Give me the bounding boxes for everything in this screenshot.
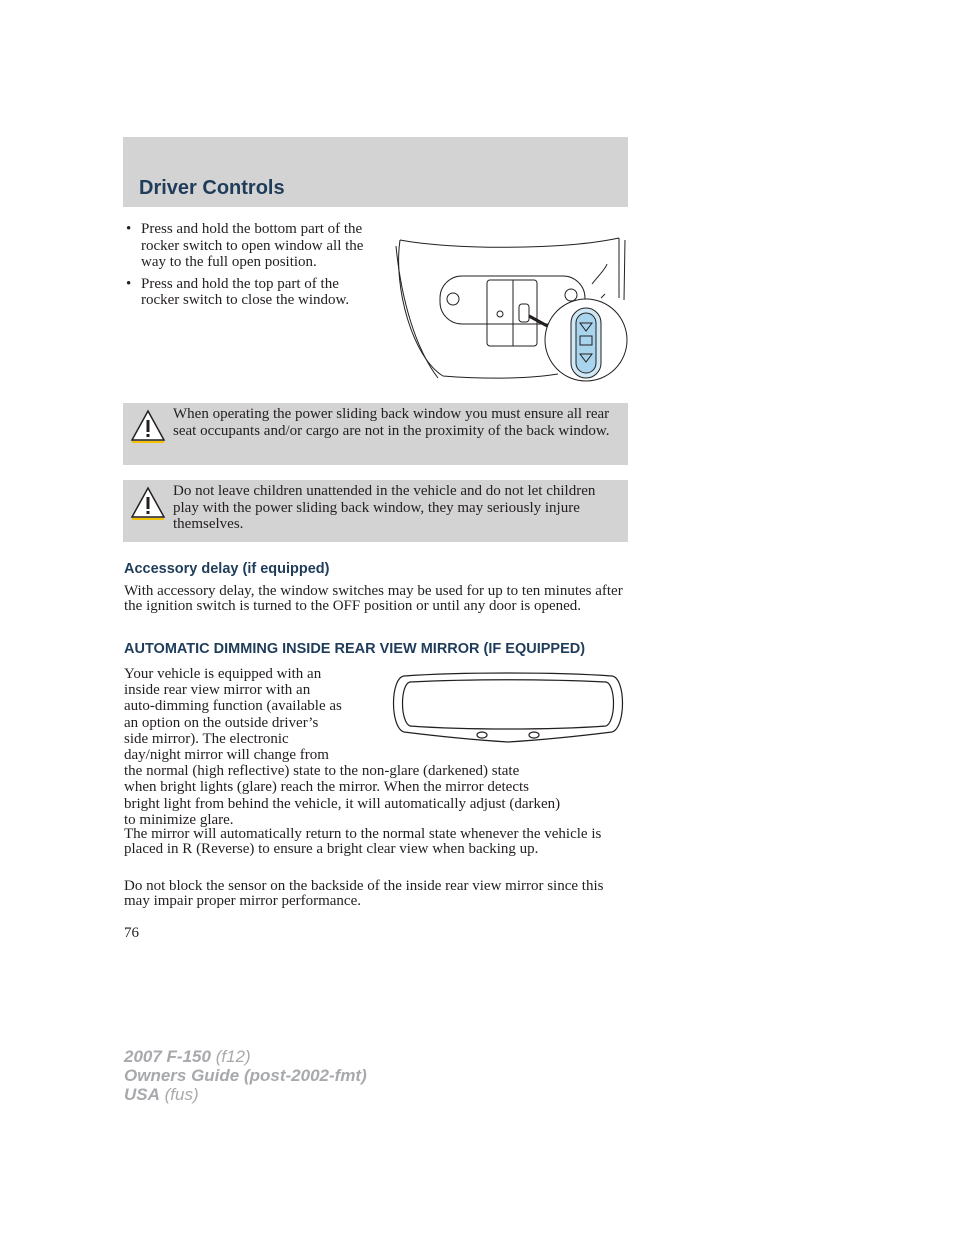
text-line: side mirror). The electronic (124, 730, 289, 747)
text-line: when bright lights (glare) reach the mirror. When the mirror detects (124, 779, 529, 796)
text-line: an option on the outside driver’s (124, 714, 319, 731)
rear-view-mirror-illustration (390, 672, 626, 744)
warning-text: Do not leave children unattended in the vehicle and do not let children play with the power sliding back window, they may seriously injure themselves. (173, 483, 596, 532)
text-line: Your vehicle is equipped with an (124, 666, 322, 682)
text-line: auto-dimming function (available as (124, 698, 342, 715)
mirror-sensor-text: Do not block the sensor on the backside of the inside rear view mirror since this may impair proper mirror performance. (124, 878, 604, 910)
text-line: inside rear view mirror with an (124, 682, 311, 699)
rear-window-switch-illustration (393, 228, 631, 386)
page-title: Driver Controls (139, 177, 285, 199)
page-number: 76 (124, 925, 139, 941)
accessory-delay-text: With accessory delay, the window switches may be used for up to ten minutes after the ignition switch is turned to the OFF position or until any door is opened. (124, 583, 623, 615)
footer-guide-line (124, 1066, 367, 1085)
footer-model-line (124, 1047, 367, 1066)
footer-market-line (124, 1085, 367, 1104)
mirror-section-heading: AUTOMATIC DIMMING INSIDE REAR VIEW MIRROR (IF EQUIPPED) (124, 641, 586, 657)
text-line: day/night mirror will change from (124, 747, 329, 764)
warning-triangle-icon (130, 486, 166, 520)
document-footer (124, 1047, 367, 1104)
list-item: • Press and hold the top part of the rocker switch to close the window. (124, 276, 379, 309)
text-line: to minimize glare. (124, 811, 234, 828)
footer-model-code: (f12) (215, 1047, 251, 1066)
warning-text: When operating the power sliding back window you must ensure all rear seat occupants and/or cargo are not in the proximity of the back window. (173, 406, 610, 439)
warning-box (123, 403, 628, 465)
mirror-reverse-text: The mirror will automatically return to the normal state whenever the vehicle is placed in R (Reverse) to ensure a bright clear view when backing up. (124, 826, 602, 858)
section-header-band (123, 137, 628, 207)
list-item: • Press and hold the bottom part of the rocker switch to open window all the way to the full open position. (124, 221, 379, 271)
accessory-delay-heading: Accessory delay (if equipped) (124, 561, 330, 577)
text-line: the normal (high reflective) state to the non-glare (darkened) state (124, 763, 520, 780)
footer-market-code: (fus) (164, 1085, 199, 1104)
footer-model: 2007 F-150 (124, 1047, 211, 1066)
warning-box (123, 480, 628, 542)
text-line: bright light from behind the vehicle, it will automatically adjust (darken) (124, 795, 561, 812)
footer-guide: Owners Guide (post-2002-fmt) (124, 1066, 367, 1085)
warning-triangle-icon (130, 409, 166, 443)
footer-market: USA (124, 1085, 160, 1104)
instruction-list (124, 221, 379, 314)
